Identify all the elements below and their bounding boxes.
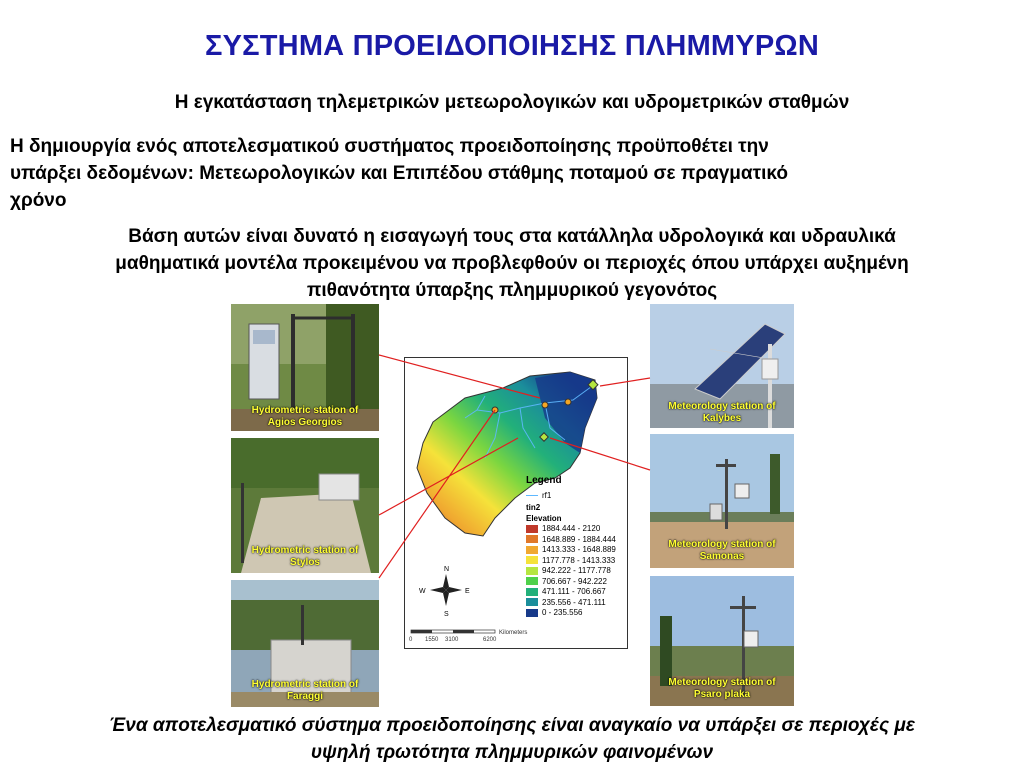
legend-swatch <box>526 609 538 617</box>
paragraph-line: Βάση αυτών είναι δυνατό η εισαγωγή τους στα κατάλληλα υδρολογικά και υδραυλικά <box>128 226 896 247</box>
legend-class-label: 1413.333 - 1648.889 <box>542 545 616 554</box>
legend-class-item <box>526 566 626 577</box>
legend-class-label: 1648.889 - 1884.444 <box>542 534 616 544</box>
caption-psaroplaka: Meteorology station of Psaro plaka <box>668 677 776 700</box>
footer-line: Ένα αποτελεσματικό σύστημα προειδοποίησης είναι αναγκαίο να υπάρξει σε περιοχές με <box>109 715 915 736</box>
paragraph-models <box>8 223 1016 304</box>
legend-class-label: 706.667 - 942.222 <box>542 576 607 586</box>
legend-swatch <box>526 567 538 575</box>
caption-agios: Hydrometric station of Agios Georgios <box>251 405 359 428</box>
svg-text:6200: 6200 <box>483 637 497 643</box>
legend-class-item <box>526 545 626 556</box>
paragraph-line: υπάρξει δεδομένων: Μετεωρολογικών και Επιπέδου στάθμης ποταμού σε πραγματικό <box>10 163 788 184</box>
caption-samonas: Meteorology station of Samonas <box>668 539 776 562</box>
paragraph-line: μαθηματικά μοντέλα προκειμένου να προβλεφθούν οι περιοχές όπου υπάρχει αυξημένη <box>115 253 909 274</box>
footer-line: υψηλή τρωτότητα πλημμυρικών φαινομένων <box>310 742 714 763</box>
photo-kalyves-station <box>650 304 794 428</box>
slide-title: ΣΥΣΤΗΜΑ ΠΡΟΕΙΔΟΠΟΙΗΣΗΣ ΠΛΗΜΜΥΡΩΝ <box>205 30 819 62</box>
legend-classes <box>526 524 626 619</box>
paragraph-line: πιθανότητα ύπαρξης πλημμυρικού γεγονότος <box>306 280 718 301</box>
legend-class-item <box>526 608 626 619</box>
legend-class-label: 235.556 - 471.111 <box>542 597 606 607</box>
legend-class-label: 0 - 235.556 <box>542 608 583 617</box>
compass-w: W <box>419 588 426 595</box>
photo-agios-georgios-station <box>231 304 379 431</box>
paragraph-line: χρόνο <box>10 190 67 211</box>
paragraph-requirements <box>10 133 1010 214</box>
caption-faraggi: Hydrometric station of Faraggi <box>251 679 359 702</box>
legend-elevation: Elevation <box>526 513 562 523</box>
legend-swatch <box>526 598 538 606</box>
legend-class-item <box>526 598 626 609</box>
legend-swatch <box>526 577 538 585</box>
legend-swatch <box>526 535 538 543</box>
svg-text:3100: 3100 <box>445 637 459 643</box>
legend-class-item <box>526 577 626 588</box>
map-legend <box>526 476 626 619</box>
legend-swatch <box>526 588 538 596</box>
photo-samonas-station <box>650 434 794 568</box>
legend-swatch <box>526 546 538 554</box>
photo-stylos-station <box>231 438 379 573</box>
svg-text:1550: 1550 <box>425 637 439 643</box>
legend-rivers: rf1 <box>526 491 626 502</box>
scale-bar <box>409 630 527 643</box>
legend-class-label: 471.111 - 706.667 <box>542 587 606 596</box>
legend-swatch <box>526 556 538 564</box>
paragraph-line: Η δημιουργία ενός αποτελεσματικού συστήματος προειδοποίησης προϋποθέτει την <box>10 136 769 157</box>
svg-text:Kilometers: Kilometers <box>499 630 528 636</box>
legend-class-label: 1884.444 - 2120 <box>542 524 601 533</box>
compass-n: N <box>444 566 450 573</box>
svg-text:0: 0 <box>409 637 413 643</box>
photo-psaroplaka-station <box>650 576 794 706</box>
rivers-swatch <box>526 495 538 496</box>
compass-rose <box>419 566 470 618</box>
caption-kalyves: Meteorology station of Kalybes <box>668 401 776 424</box>
legend-swatch <box>526 525 538 533</box>
slide-footer <box>0 712 1024 766</box>
compass-e: E <box>465 588 470 595</box>
legend-tin: tin2 <box>526 503 541 512</box>
legend-class-item <box>526 535 626 546</box>
caption-stylos: Hydrometric station of Stylos <box>251 545 359 568</box>
slide-subtitle: Η εγκατάσταση τηλεμετρικών μετεωρολογικών και υδρομετρικών σταθμών <box>174 92 850 113</box>
legend-class-item <box>526 524 626 535</box>
legend-class-label: 942.222 - 1177.778 <box>542 566 611 575</box>
photo-faraggi-station <box>231 580 379 707</box>
legend-class-item <box>526 587 626 598</box>
compass-s: S <box>444 611 449 618</box>
legend-class-item <box>526 556 626 567</box>
legend-title: Legend <box>526 475 562 486</box>
legend-class-label: 1177.778 - 1413.333 <box>542 555 616 565</box>
